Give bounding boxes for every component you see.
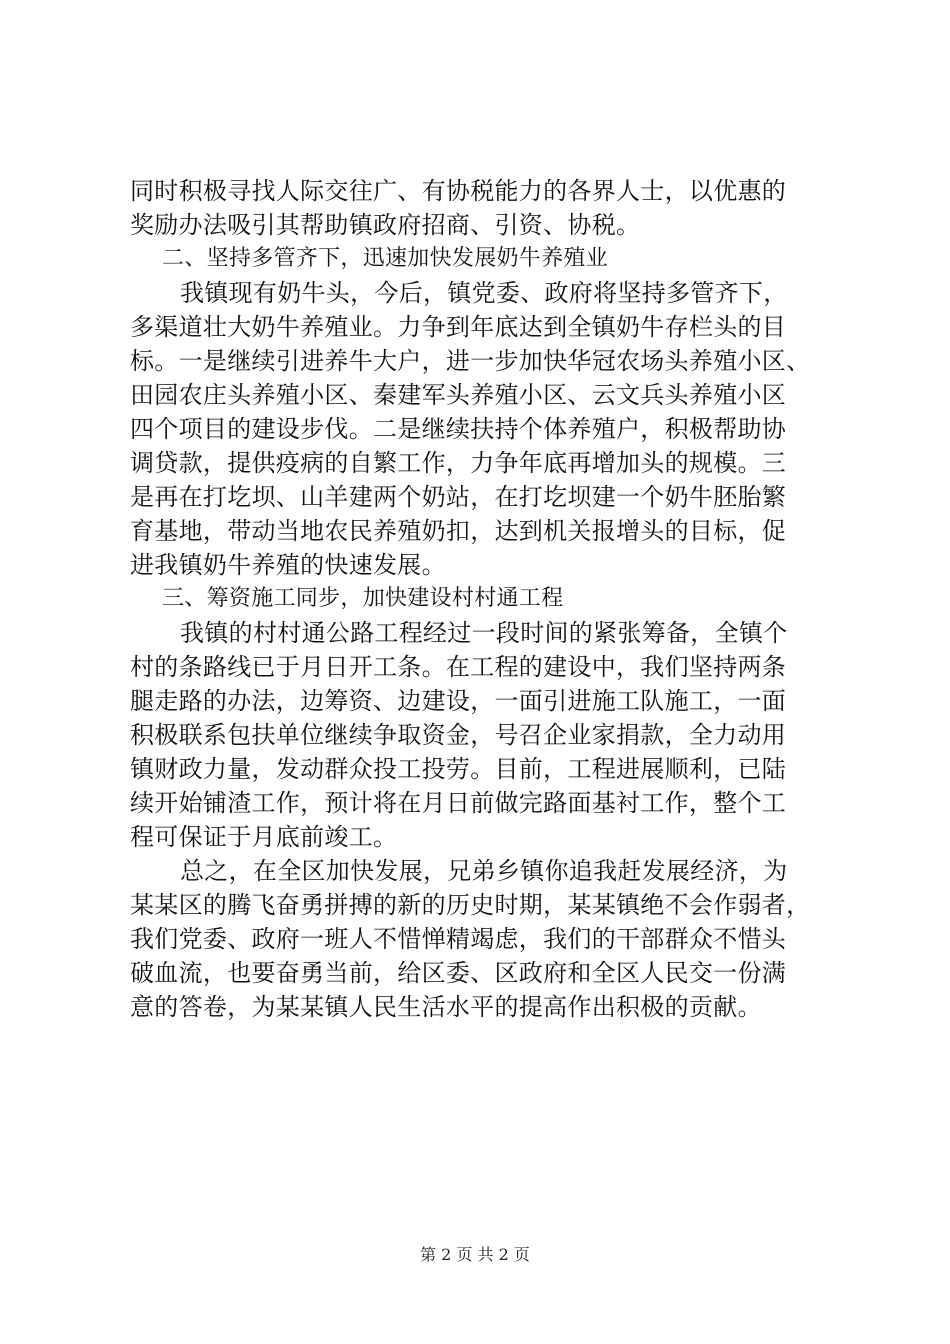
text-line: 育基地，带动当地农民养殖奶扣，达到机关报增头的目标，促 <box>130 517 787 545</box>
text-line: 程可保证于月底前竣工。 <box>130 823 398 851</box>
text-line: 破血流，也要奋勇当前，给区委、区政府和全区人民交一份满 <box>130 959 787 987</box>
text-line: 进我镇奶牛养殖的快速发展。 <box>130 551 446 579</box>
section-heading: 二、坚持多管齐下，迅速加快发展奶牛养殖业 <box>162 246 609 271</box>
text-line: 调贷款，提供疫病的自繁工作，力争年底再增加头的规模。三 <box>130 449 787 477</box>
section-heading: 三、筹资施工同步，加快建设村村通工程 <box>162 586 564 611</box>
text-line: 镇财政力量，发动群众投工投劳。目前，工程进展顺利，已陆 <box>130 755 787 783</box>
paragraph-start-line: 我镇现有奶牛头，今后，镇党委、政府将坚持多管齐下， <box>180 279 788 307</box>
text-line: 积极联系包扶单位继续争取资金，号召企业家捐款，全力动用 <box>130 721 787 749</box>
text-line: 意的答卷，为某某镇人民生活水平的提高作出积极的贡献。 <box>130 993 762 1021</box>
text-line: 多渠道壮大奶牛养殖业。力争到年底达到全镇奶牛存栏头的目 <box>130 313 787 341</box>
text-line: 续开始铺渣工作，预计将在月日前做完路面基衬工作，整个工 <box>130 789 787 817</box>
text-line: 某某区的腾飞奋勇拼搏的新的历史时期，某某镇绝不会作弱者， <box>130 891 811 919</box>
text-line: 同时积极寻找人际交往广、有协税能力的各界人士，以优惠的 <box>130 177 787 205</box>
text-line: 我们党委、政府一班人不惜惮精竭虑，我们的干部群众不惜头 <box>130 925 787 953</box>
text-line: 四个项目的建设步伐。二是继续扶持个体养殖户，积极帮助协 <box>130 415 787 443</box>
text-line: 村的条路线已于月日开工条。在工程的建设中，我们坚持两条 <box>130 653 787 681</box>
page-footer: 第 2 页 共 2 页 <box>420 1245 530 1264</box>
paragraph-start-line: 总之，在全区加快发展，兄弟乡镇你追我赶发展经济，为 <box>180 857 788 885</box>
paragraph-start-line: 我镇的村村通公路工程经过一段时间的紧张筹备，全镇个 <box>180 619 788 647</box>
document-body <box>130 174 830 1024</box>
text-line: 腿走路的办法，边筹资、边建设，一面引进施工队施工，一面 <box>130 687 787 715</box>
text-line: 奖励办法吸引其帮助镇政府招商、引资、协税。 <box>130 211 641 239</box>
text-line: 是再在打圪坝、山羊建两个奶站，在打圪坝建一个奶牛胚胎繁 <box>130 483 787 511</box>
text-line: 标。一是继续引进养牛大户，进一步加快华冠农场头养殖小区、 <box>130 347 811 375</box>
text-line: 田园农庄头养殖小区、秦建军头养殖小区、云文兵头养殖小区 <box>130 381 787 409</box>
